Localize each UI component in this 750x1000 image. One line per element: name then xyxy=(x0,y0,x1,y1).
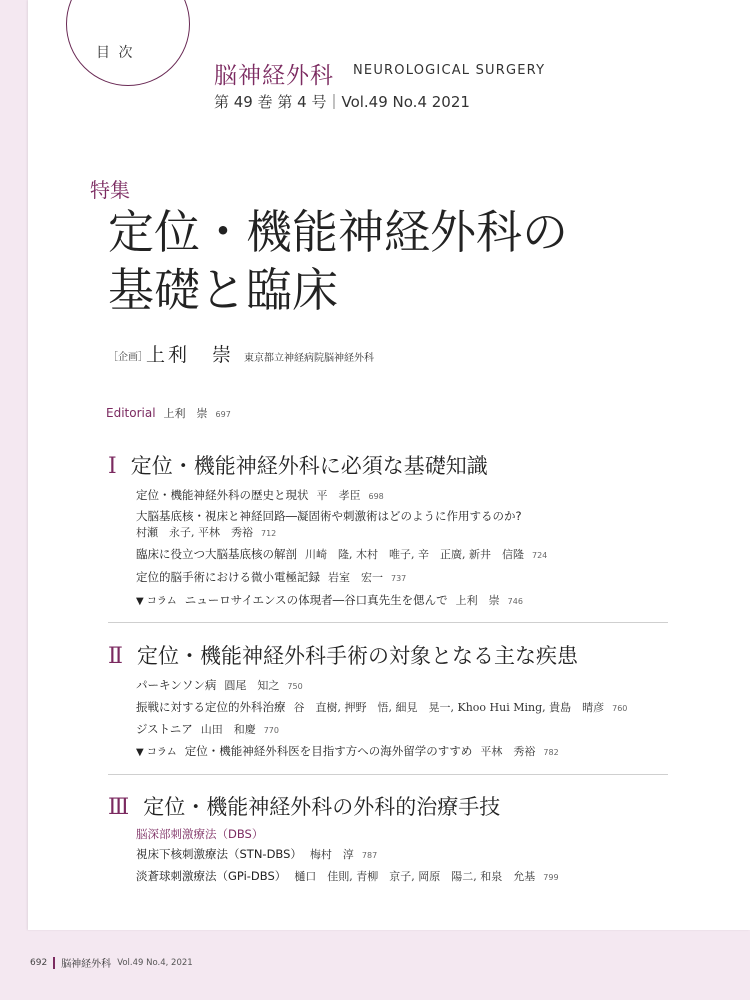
article-title: 定位・機能神経外科の歴史と現状 xyxy=(136,488,309,502)
toc-item[interactable] xyxy=(136,868,559,884)
footer-page-number: 692 xyxy=(30,957,48,968)
article-page: 799 xyxy=(543,873,559,882)
column-marker: ▼ コラム xyxy=(136,747,177,758)
article-title: 振戦に対する定位的外科治療 xyxy=(136,700,286,714)
section-heading-3 xyxy=(108,791,500,821)
toc-item[interactable] xyxy=(136,546,547,562)
footer-divider-bar xyxy=(53,957,55,969)
editorial-entry[interactable] xyxy=(106,405,231,421)
issue-info: 第 49 巻 第 4 号｜Vol.49 No.4 2021 xyxy=(214,93,470,111)
feature-label: 特集 xyxy=(90,178,130,202)
toc-item[interactable] xyxy=(136,508,522,524)
article-page: 770 xyxy=(263,726,279,735)
article-authors: 山田 和慶 xyxy=(200,723,256,736)
feature-title-line2: 基礎と臨床 xyxy=(108,263,338,317)
column-marker: ▼ コラム xyxy=(136,596,177,607)
page-footer xyxy=(0,955,750,970)
editorial-page: 697 xyxy=(215,410,231,419)
article-page: 746 xyxy=(507,597,523,606)
section-number: Ⅱ xyxy=(108,644,123,669)
article-title: ニューロサイエンスの体現者―谷口真先生を偲んで xyxy=(184,593,448,607)
section-title: 定位・機能神経外科に必須な基礎知識 xyxy=(130,454,488,478)
feature-title xyxy=(108,203,568,319)
editor-tag: ［企画］ xyxy=(108,352,148,363)
section-number: Ⅲ xyxy=(108,795,130,820)
article-page: 712 xyxy=(261,529,277,538)
section-number: Ⅰ xyxy=(108,454,117,479)
editor-affiliation: 東京都立神経病院脳神経外科 xyxy=(244,353,375,364)
journal-title-en: NEUROLOGICAL SURGERY xyxy=(353,63,546,78)
feature-title-line1: 定位・機能神経外科の xyxy=(108,205,568,259)
article-title: 定位・機能神経外科医を目指す方への海外留学のすすめ xyxy=(184,744,473,758)
article-title: ジストニア xyxy=(136,722,193,736)
article-title: 定位的脳手術における微小電極記録 xyxy=(136,570,320,584)
toc-item[interactable] xyxy=(136,569,406,585)
article-authors: 上利 崇 xyxy=(455,594,500,607)
toc-item[interactable] xyxy=(136,677,303,693)
article-authors: 川崎 隆, 木村 唯子, 辛 正廣, 新井 信隆 xyxy=(305,548,524,561)
feature-editor xyxy=(108,340,375,367)
article-title: 臨床に役立つ大脳基底核の解剖 xyxy=(136,547,297,561)
toc-item[interactable] xyxy=(136,487,384,503)
article-title: パーキンソン病 xyxy=(136,678,217,692)
section-divider xyxy=(108,774,668,775)
section-title: 定位・機能神経外科の外科的治療手技 xyxy=(143,795,501,819)
article-authors: 圓尾 知之 xyxy=(224,679,280,692)
toc-item[interactable] xyxy=(136,721,279,737)
section-divider xyxy=(108,622,668,623)
toc-item[interactable] xyxy=(136,846,377,862)
subsection-heading: 脳深部刺激療法（DBS） xyxy=(136,827,264,841)
article-title: 大脳基底核・視床と神経回路―凝固術や刺激術はどのように作用するのか? xyxy=(136,509,522,523)
toc-item-authors-line xyxy=(136,524,276,540)
toc-item[interactable] xyxy=(136,699,627,715)
editor-name: 上利 崇 xyxy=(146,344,235,366)
article-authors: 谷 直樹, 押野 悟, 細見 晃一, Khoo Hui Ming, 貴島 晴彦 xyxy=(293,701,605,714)
article-page: 787 xyxy=(361,851,378,860)
article-page: 760 xyxy=(612,704,628,713)
editorial-author: 上利 崇 xyxy=(163,407,208,420)
article-page: 750 xyxy=(287,682,303,691)
toc-item-column[interactable] xyxy=(136,743,559,759)
footer-volume: Vol.49 No.4, 2021 xyxy=(117,957,193,968)
section-heading-1 xyxy=(108,450,488,480)
article-authors: 梅村 淳 xyxy=(309,848,354,861)
article-authors: 岩室 宏一 xyxy=(328,571,383,584)
article-page: 782 xyxy=(543,748,559,757)
article-authors: 平林 秀裕 xyxy=(480,745,536,758)
journal-title-jp: 脳神経外科 xyxy=(214,63,334,89)
article-title: 淡蒼球刺激療法（GPi-DBS） xyxy=(136,869,287,883)
footer-journal: 脳神経外科 xyxy=(61,959,112,970)
toc-label: 目 次 xyxy=(96,45,135,61)
toc-item-column[interactable] xyxy=(136,592,523,608)
article-authors: 樋口 佳則, 青柳 京子, 岡原 陽二, 和泉 允基 xyxy=(294,870,536,883)
editorial-label: Editorial xyxy=(106,406,156,420)
section-heading-2 xyxy=(108,640,578,670)
section-title: 定位・機能神経外科手術の対象となる主な疾患 xyxy=(136,644,578,668)
article-authors: 平 孝臣 xyxy=(316,489,361,502)
article-page: 698 xyxy=(368,492,384,501)
article-page: 724 xyxy=(531,551,548,560)
article-page: 737 xyxy=(391,574,407,583)
article-authors: 村瀬 永子, 平林 秀裕 xyxy=(136,526,253,539)
page xyxy=(28,0,750,930)
article-title: 視床下核刺激療法（STN-DBS） xyxy=(136,847,302,861)
